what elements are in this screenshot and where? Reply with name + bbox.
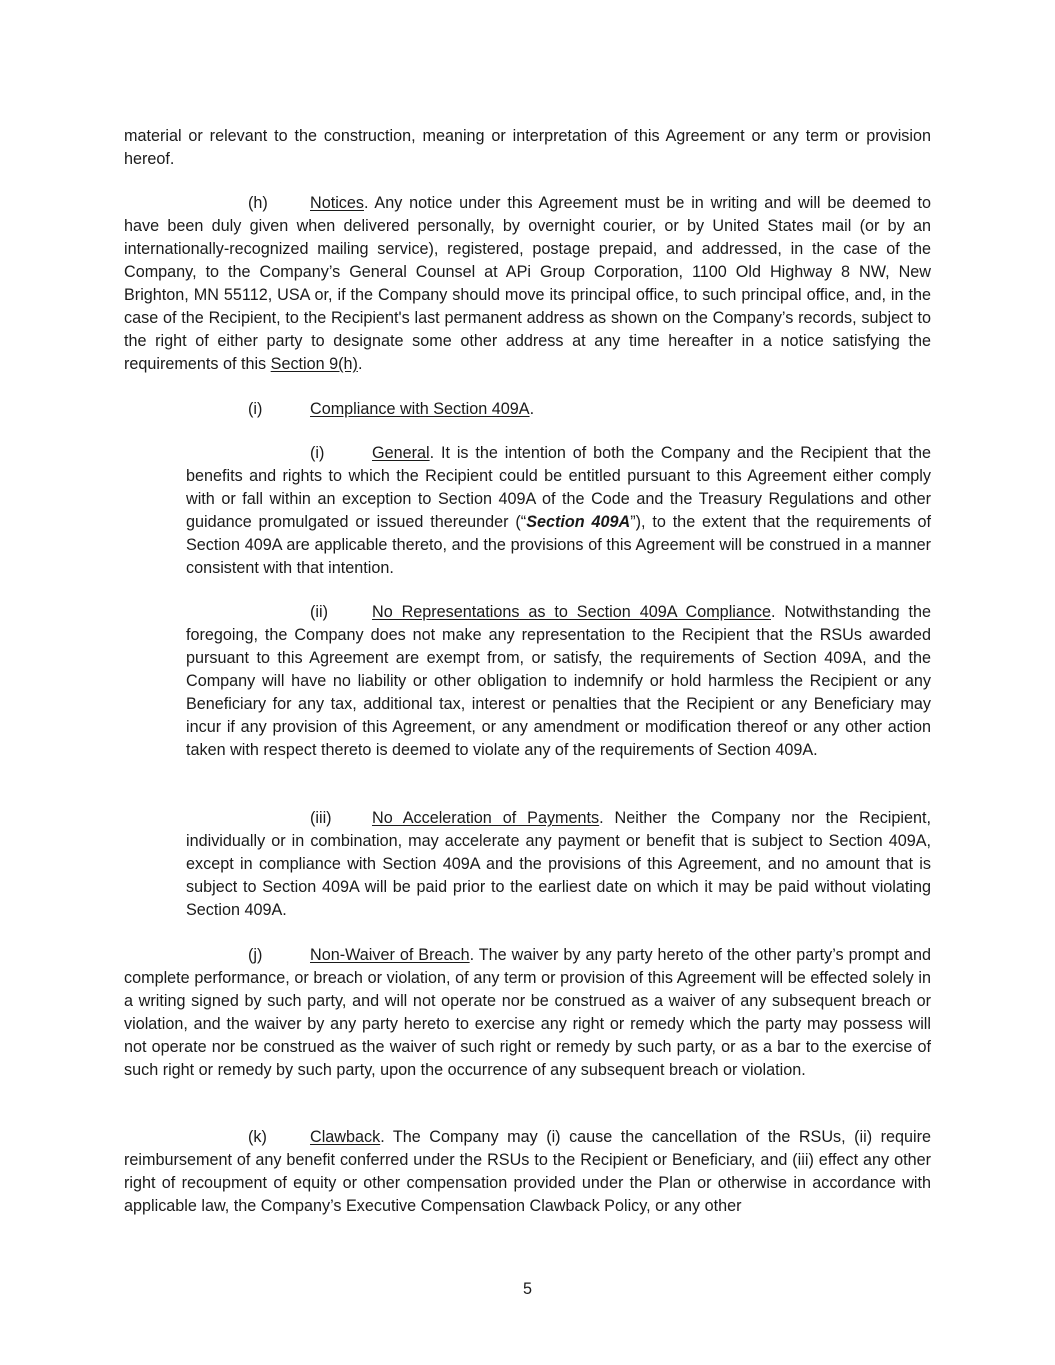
section-i-compliance	[124, 398, 931, 421]
subsection-number: (i)	[310, 444, 325, 462]
continuation-text: material or relevant to the construction, meaning or interpretation of this Agreement or any term or provision hereof.	[124, 127, 931, 168]
section-number: (k)	[248, 1128, 267, 1146]
section-k-clawback	[124, 1126, 931, 1218]
section-heading-tail: .	[529, 400, 535, 418]
section-body: . The Company may (i) cause the cancellation of the RSUs, (ii) require reimbursement of any benefit conferred under the RSUs to the Recipient or Beneficiary, and (iii) effect any other right of recoupment of equity or other compensation provided under the Plan or otherwise in accordance with applicable law, the Company’s Executive Compensation Clawback Policy, or any other	[124, 1128, 931, 1215]
subsection-number: (iii)	[310, 809, 332, 827]
subsection-ii-no-representations	[186, 601, 931, 762]
section-number: (h)	[248, 194, 268, 212]
subsection-heading: General	[372, 444, 430, 462]
section-heading: Non-Waiver of Breach	[310, 946, 470, 964]
subsection-i-general	[186, 442, 931, 580]
section-heading: Compliance with Section 409A	[310, 400, 530, 418]
section-number: (j)	[248, 946, 263, 964]
section-heading: Notices	[310, 194, 364, 212]
subsection-heading: No Representations as to Section 409A Compliance	[372, 603, 771, 621]
section-body: . Any notice under this Agreement must be in writing and will be deemed to have been duly given when delivered personally, by overnight courier, or by United States mail (or by an internationally-recognized mailing service), registered, postage prepaid, and addressed, in the case of the Company, to the Company’s General Counsel at APi Group Corporation, 1100 Old Highway 8 NW, New Brighton, MN 55112, USA or, if the Company should move its principal office, to such principal office, and, in the case of the Recipient, to the Recipient's last permanent address as shown on the Company’s records, subject to the right of either party to designate some other address at any time hereafter in a notice satisfying the requirements of this	[124, 194, 931, 373]
subsection-body-end: ”), to the extent that the requirements of Section 409A are applicable thereto, and the provisions of this Agreement will be construed in a manner consistent with that intention.	[186, 513, 931, 577]
subsection-body: . It is the intention of both the Company and the Recipient that the benefits and rights to which the Recipient could be entitled pursuant to this Agreement either comply with or fall within an exception to Section 409A of the Code and the Treasury Regulations and other guidance promulgated or issued thereunder (“	[186, 444, 931, 531]
subsection-body: . Notwithstanding the foregoing, the Company does not make any representation to the Recipient that the RSUs awarded pursuant to this Agreement are exempt from, or satisfy, the requirements of Section 409A, and the Company will have no liability or other obligation to indemnify or hold harmless the Recipient or any Beneficiary for any tax, additional tax, interest or penalties that the Recipient or any Beneficiary may incur if any provision of this Agreement, or any amendment or modification thereof or any other action taken with respect thereto is deemed to violate any of the requirements of Section 409A.	[186, 603, 931, 759]
subsection-number: (ii)	[310, 603, 328, 621]
subsection-body: . Neither the Company nor the Recipient, individually or in combination, may accelerate any payment or benefit that is subject to Section 409A, except in compliance with Section 409A and the provisions of this Agreement, and no amount that is subject to Section 409A will be paid prior to the earliest date on which it may be paid without violating Section 409A.	[186, 809, 931, 919]
subsection-heading: No Acceleration of Payments	[372, 809, 600, 827]
section-body-end: .	[357, 355, 363, 373]
defined-term: Section 409A	[526, 513, 631, 531]
section-number: (i)	[248, 400, 263, 418]
section-j-non-waiver	[124, 944, 931, 1082]
continuation-paragraph	[124, 125, 931, 171]
page-number: 5	[522, 1280, 532, 1298]
section-body: . The waiver by any party hereto of the other party’s prompt and complete performance, or breach or violation, of any term or provision of this Agreement will be effected solely in a writing signed by such party, and will not operate nor be construed as a waiver of any subsequent breach or violation, and the waiver by any party hereto to exercise any right or remedy which the party may possess will not operate nor be construed as the waiver of such right or remedy by such party, or as a bar to the exercise of such right or remedy by such party, upon the occurrence of any subsequent breach or violation.	[124, 946, 931, 1079]
section-h-notices	[124, 192, 931, 376]
section-reference: Section 9(h)	[270, 355, 358, 373]
section-heading: Clawback	[310, 1128, 381, 1146]
subsection-iii-no-acceleration	[186, 807, 931, 922]
